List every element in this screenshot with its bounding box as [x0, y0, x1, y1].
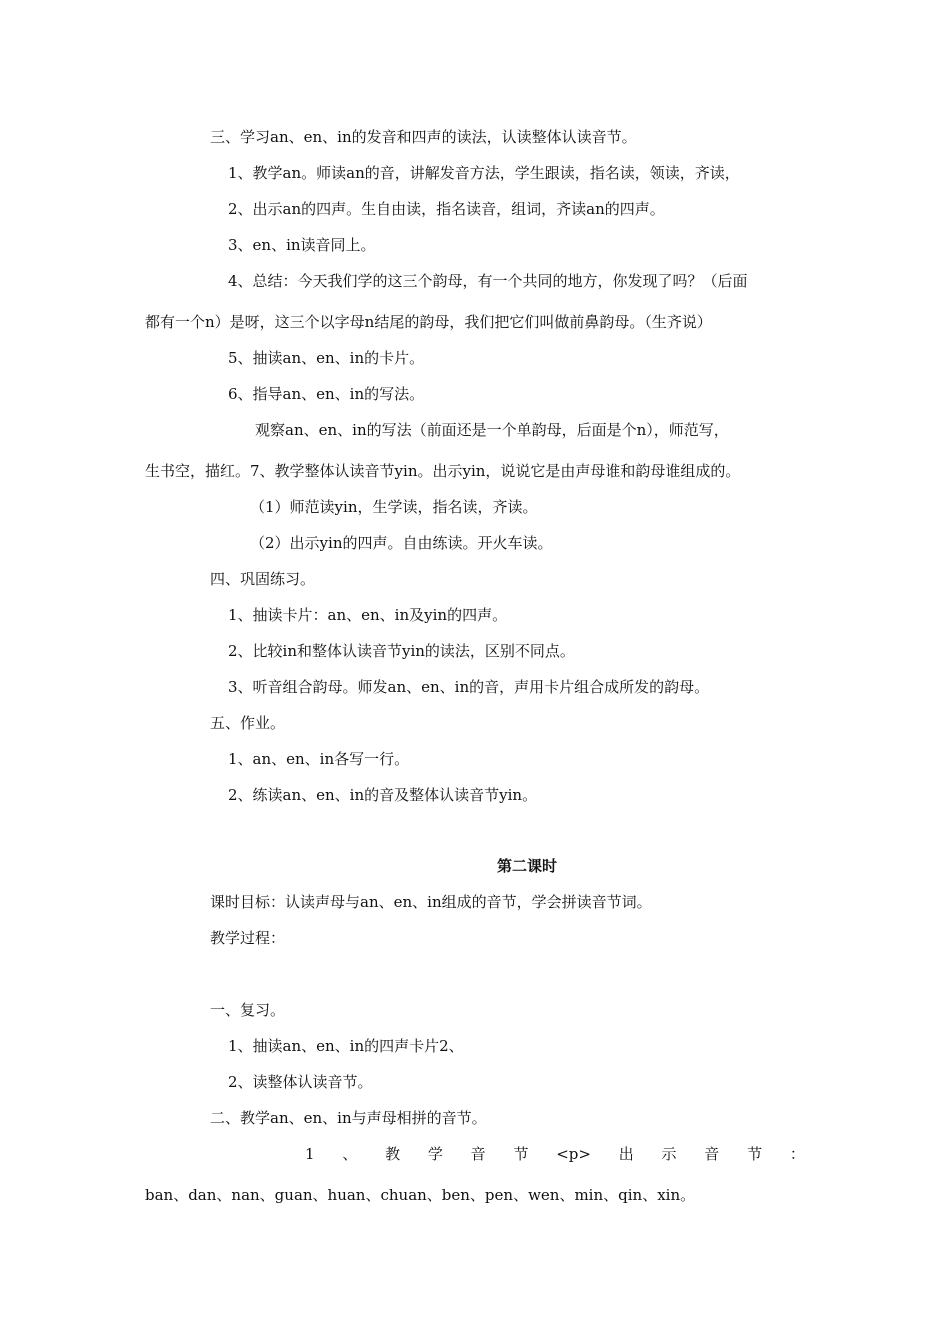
section-heading-3: 三、学习an、en、in的发音和四声的读法，认读整体认读音节。 — [210, 128, 637, 146]
lesson-objective: 课时目标：认读声母与an、en、in组成的音节，学会拼读音节词。 — [210, 893, 652, 911]
justified-token: 1 — [305, 1145, 315, 1163]
teaching-syllables-heading: 二、教学an、en、in与声母相拼的音节。 — [210, 1109, 487, 1127]
justified-token: 示 — [661, 1145, 677, 1163]
syllable-list: ban、dan、nan、guan、huan、chuan、ben、pen、wen、min、qin、xin。 — [145, 1186, 696, 1204]
step-3: 3、en、in读音同上。 — [228, 236, 376, 254]
step-7-sub-1: （1）师范读yin，生学读，指名读，齐读。 — [250, 498, 538, 516]
teaching-syllables-step-1 — [145, 1144, 805, 1164]
justified-token: 音 — [704, 1145, 720, 1163]
justified-token: 节 — [747, 1145, 763, 1163]
step-5: 5、抽读an、en、in的卡片。 — [228, 349, 425, 367]
justified-token: 节 — [513, 1145, 529, 1163]
section-heading-4: 四、巩固练习。 — [210, 570, 316, 588]
justified-token: <p> — [556, 1145, 591, 1163]
step-4-continued: 都有一个n）是呀，这三个以字母n结尾的韵母，我们把它们叫做前鼻韵母。（生齐说） — [145, 313, 712, 331]
review-heading: 一、复习。 — [210, 1001, 286, 1019]
practice-3: 3、听音组合韵母。师发an、en、in的音，声用卡片组合成所发的韵母。 — [228, 678, 710, 696]
step-6-detail: 观察an、en、in的写法（前面还是一个单韵母，后面是个n），师范写， — [255, 421, 729, 439]
step-6-detail-continued: 生书空，描红。7、教学整体认读音节yin。出示yin，说说它是由声母谁和韵母谁组成的。 — [145, 462, 741, 480]
step-2: 2、出示an的四声。生自由读，指名读音，组词，齐读an的四声。 — [228, 200, 665, 218]
homework-1: 1、an、en、in各写一行。 — [228, 750, 410, 768]
justified-token: 出 — [618, 1145, 634, 1163]
justified-token: 学 — [427, 1145, 443, 1163]
teaching-process-label: 教学过程： — [210, 929, 286, 947]
step-4: 4、总结：今天我们学的这三个韵母，有一个共同的地方，你发现了吗？（后面 — [228, 272, 748, 290]
practice-2: 2、比较in和整体认读音节yin的读法，区别不同点。 — [228, 642, 575, 660]
step-6: 6、指导an、en、in的写法。 — [228, 385, 425, 403]
justified-token: 、 — [342, 1145, 358, 1163]
step-1: 1、教学an。师读an的音，讲解发音方法，学生跟读，指名读，领读，齐读， — [228, 164, 740, 182]
homework-2: 2、练读an、en、in的音及整体认读音节yin。 — [228, 786, 538, 804]
justified-token: 音 — [470, 1145, 486, 1163]
step-7-sub-2: （2）出示yin的四声。自由练读。开火车读。 — [250, 534, 553, 552]
section-heading-5: 五、作业。 — [210, 714, 286, 732]
review-2: 2、读整体认读音节。 — [228, 1073, 373, 1091]
review-1: 1、抽读an、en、in的四声卡片2、 — [228, 1037, 464, 1055]
lesson-title: 第二课时 — [497, 857, 558, 875]
practice-1: 1、抽读卡片：an、en、in及yin的四声。 — [228, 606, 508, 624]
justified-token: 教 — [385, 1145, 401, 1163]
justified-token: ： — [789, 1145, 805, 1163]
